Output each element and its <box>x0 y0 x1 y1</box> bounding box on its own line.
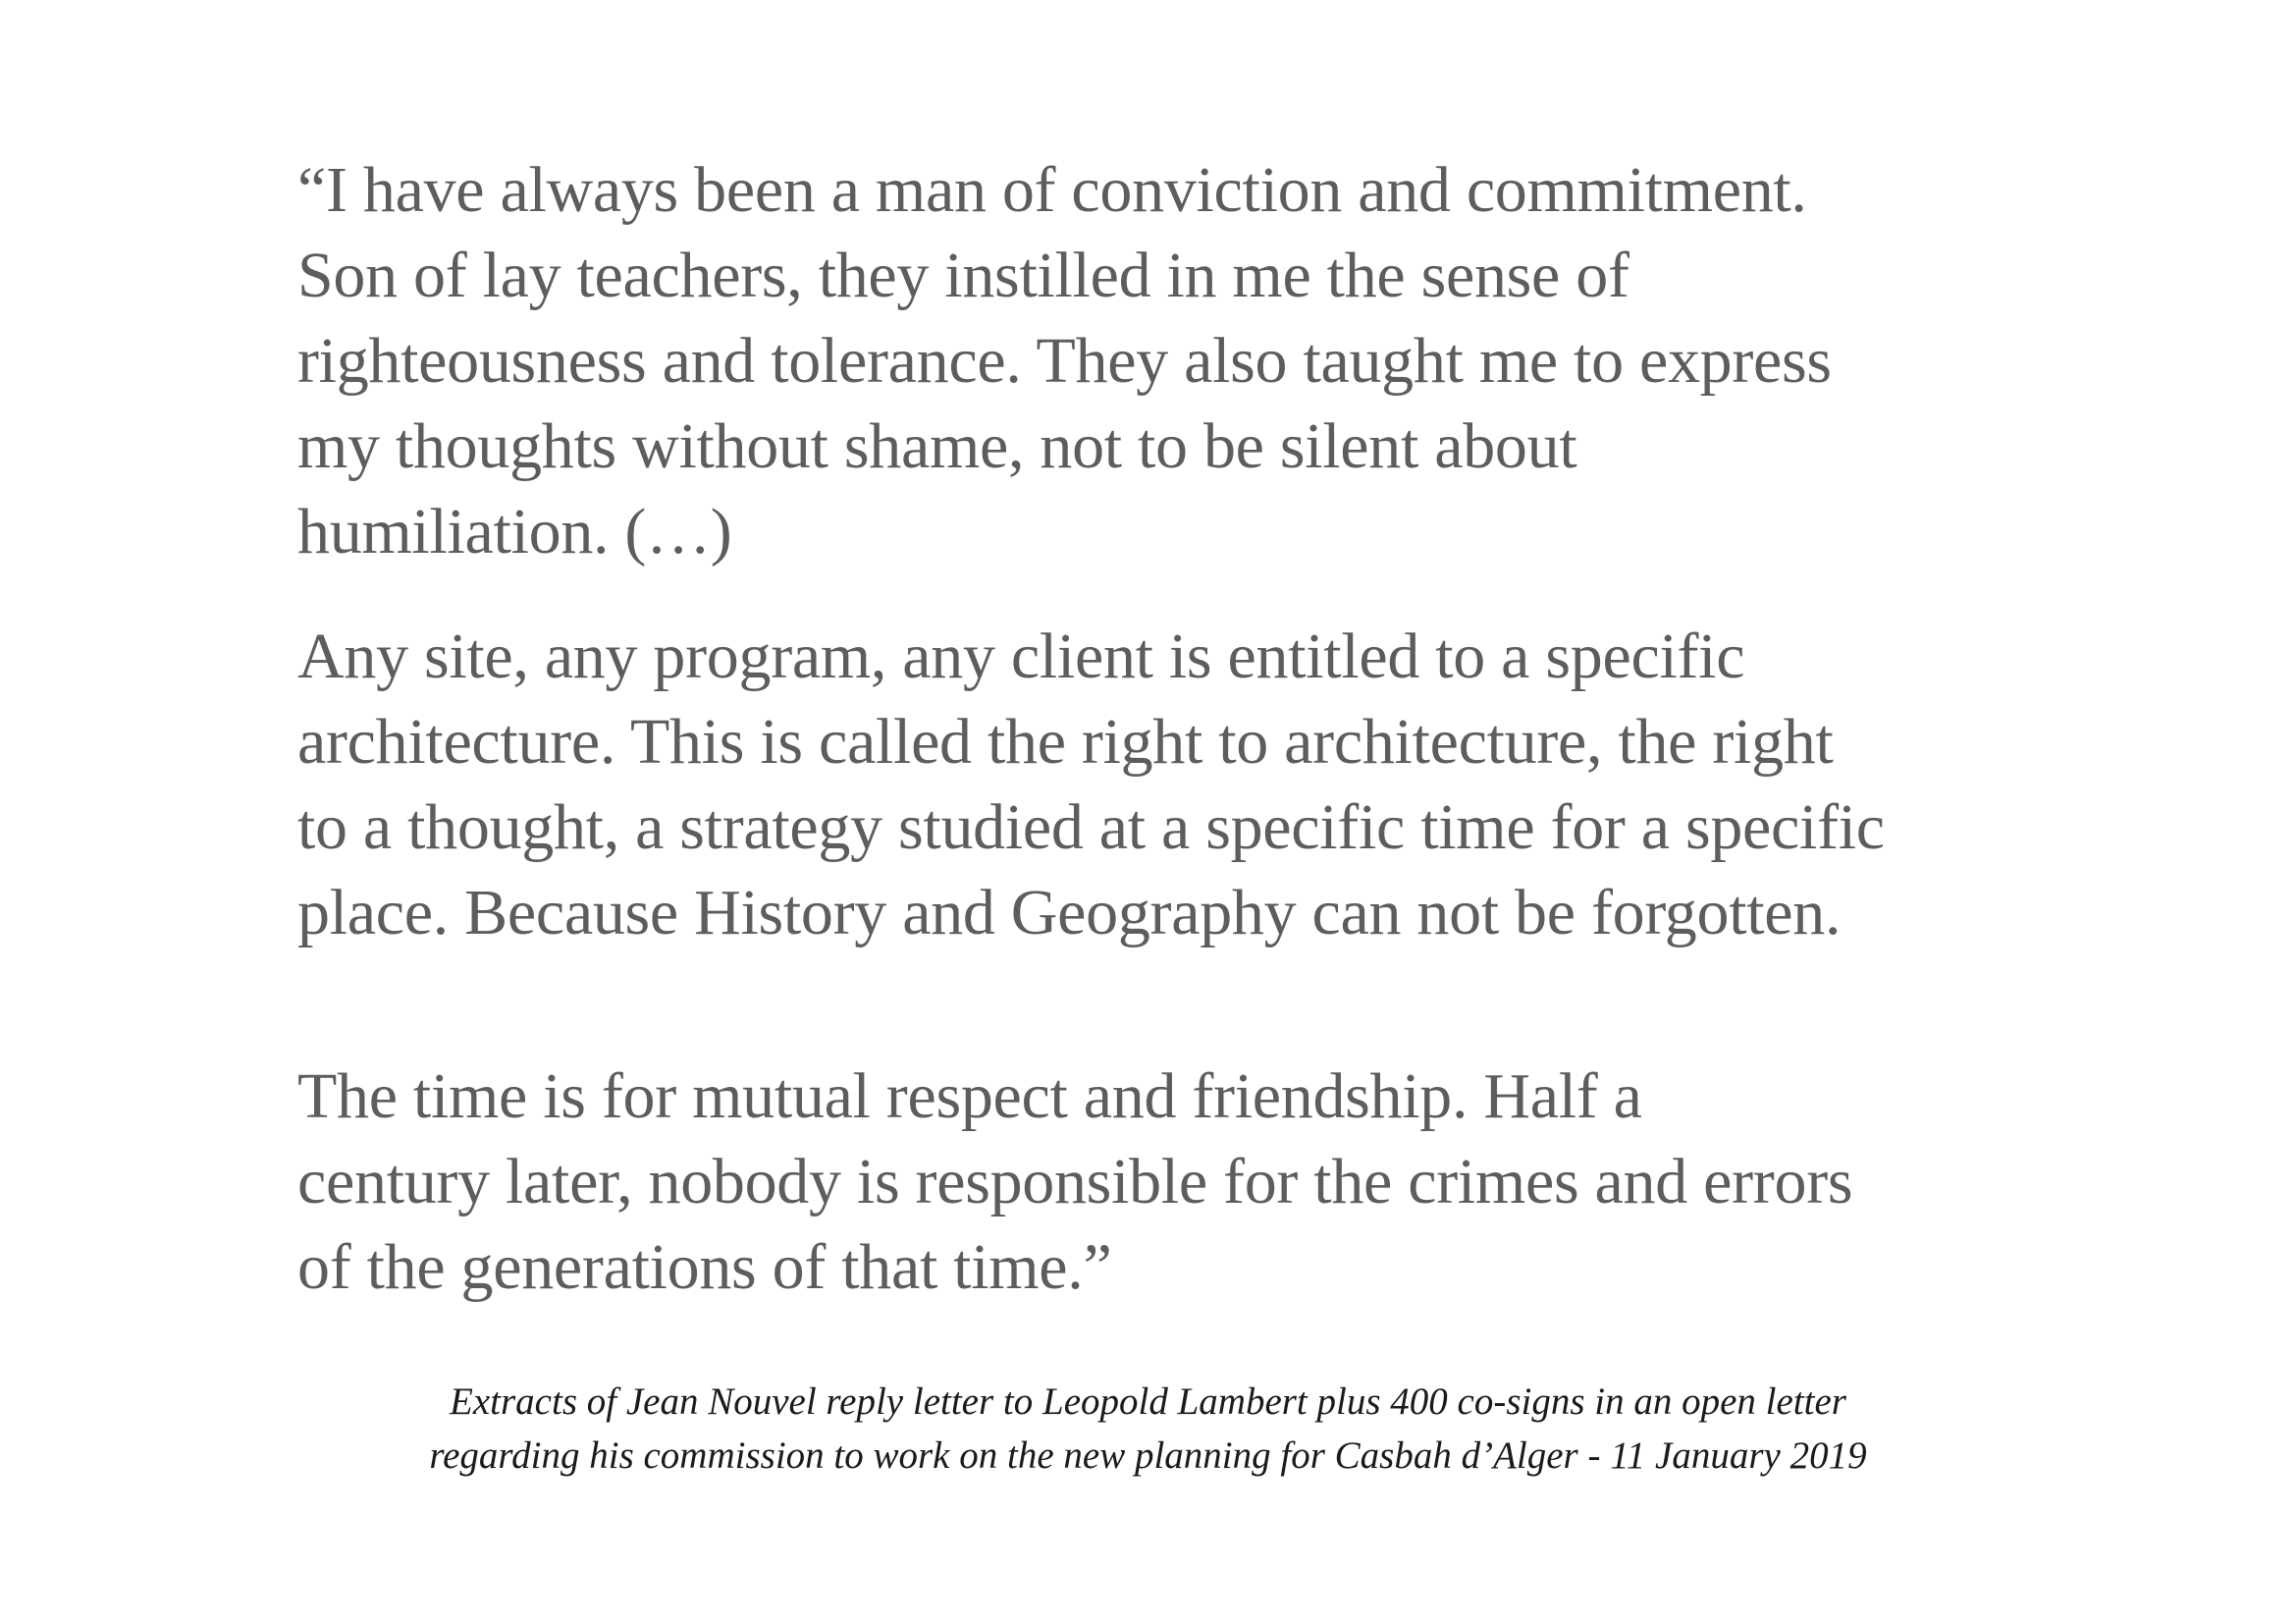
quote-paragraph-2 <box>297 614 2064 955</box>
quote-line: humiliation. (…) <box>297 496 732 568</box>
quote-line: place. Because History and Geography can not be forgotten. <box>297 877 1842 948</box>
caption-line: Extracts of Jean Nouvel reply letter to Leopold Lambert plus 400 co-signs in an open letter <box>450 1380 1846 1423</box>
quote-line: “I have always been a man of conviction and commitment. <box>297 154 1807 226</box>
quote-line: architecture. This is called the right to architecture, the right <box>297 706 1834 778</box>
quote-line: of the generations of that time.” <box>297 1231 1112 1303</box>
quote-paragraph-3 <box>297 1054 2064 1310</box>
quote-paragraph-1 <box>297 147 2064 574</box>
quote-line: Any site, any program, any client is entitled to a specific <box>297 621 1745 692</box>
source-caption <box>0 1375 2296 1483</box>
quote-line: to a thought, a strategy studied at a specific time for a specific <box>297 791 1885 863</box>
caption-line: regarding his commission to work on the new planning for Casbah d’Alger - 11 January 2019 <box>429 1434 1867 1477</box>
quote-line: The time is for mutual respect and friendship. Half a <box>297 1060 1642 1132</box>
quote-line: my thoughts without shame, not to be silent about <box>297 410 1577 482</box>
quote-line: century later, nobody is responsible for the crimes and errors <box>297 1146 1853 1217</box>
quote-line: Son of lay teachers, they instilled in me the sense of <box>297 240 1629 311</box>
quote-block <box>297 147 2064 1310</box>
quote-line: righteousness and tolerance. They also taught me to express <box>297 325 1832 397</box>
